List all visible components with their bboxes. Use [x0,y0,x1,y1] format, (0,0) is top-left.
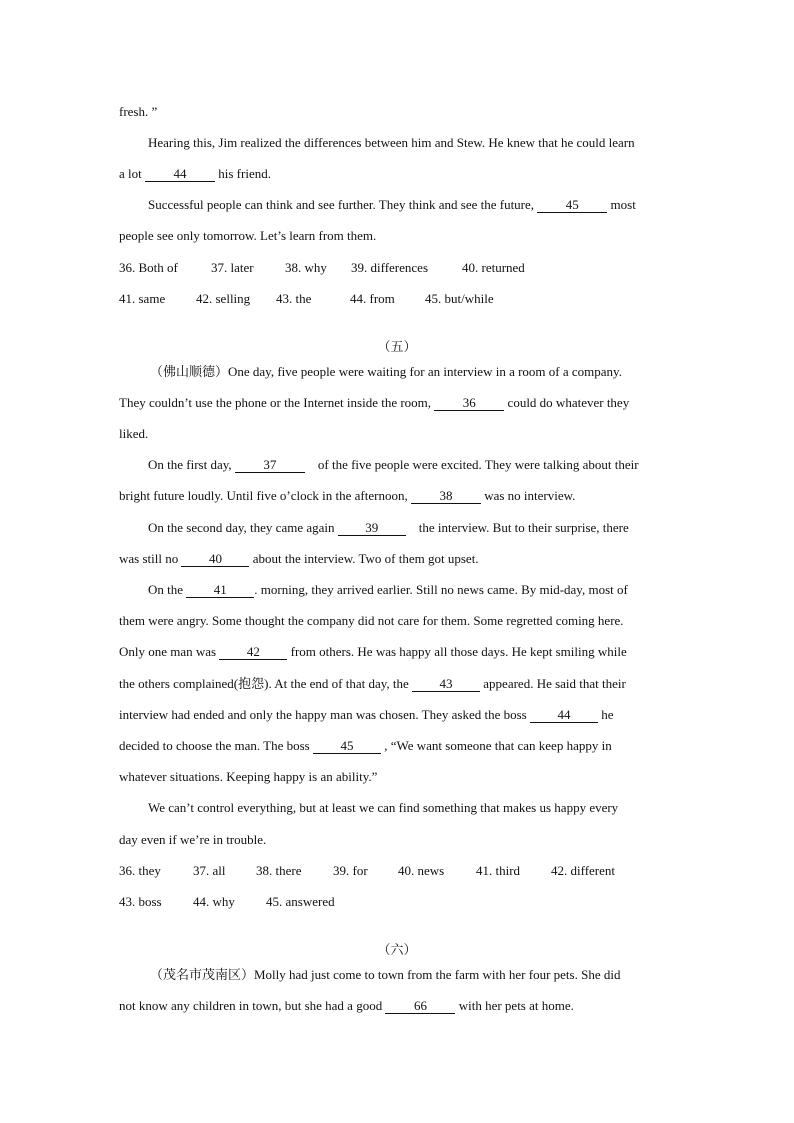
answer-item: 39. for [333,863,368,878]
answer-item: 45. answered [266,894,335,909]
blank-41: 41 [186,583,254,598]
answer-item: 36. Both of [119,260,178,275]
paragraph-line: interview had ended and only the happy man was chosen. They asked the boss 44 he [119,707,614,722]
blank-36: 36 [434,396,504,411]
answer-item: 43. boss [119,894,162,909]
paragraph-line: liked. [119,426,149,441]
answer-item: 42. selling [196,291,251,306]
blank-37: 37 [235,458,305,473]
paragraph-line: We can’t control everything, but at least we can find something that makes us happy every [148,800,619,815]
answer-item: 44. why [193,894,235,909]
answer-item: 45. but/while [425,291,494,306]
paragraph-line: On the second day, they came again 39 the interview. But to their surprise, there [148,520,629,535]
paragraph-line: decided to choose the man. The boss 45 , “We want someone that can keep happy in [119,738,612,753]
answer-item: 38. why [285,260,327,275]
paragraph-line: was still no 40 about the interview. Two of them got upset. [119,551,479,566]
answer-item: 41. third [476,863,521,878]
answer-item: 40. returned [462,260,525,275]
blank-40: 40 [181,552,249,567]
paragraph-line: not know any children in town, but she had a good 66 with her pets at home. [119,998,574,1013]
paragraph-line: the others complained(抱怨). At the end of that day, the 43 appeared. He said that their [119,676,626,691]
paragraph-line: On the 41 . morning, they arrived earlier. Still no news came. By mid-day, most of [148,582,628,597]
answer-item: 37. later [211,260,254,275]
blank-66: 66 [385,999,455,1014]
answer-item: 37. all [193,863,226,878]
paragraph-line: （茂名市茂南区）Molly had just come to town from the farm with her four pets. She did [150,967,621,982]
blank-45: 45 [537,198,607,213]
paragraph-line: Successful people can think and see further. They think and see the future, 45 most [148,197,636,212]
answer-item: 39. differences [351,260,429,275]
blank-38: 38 [411,489,481,504]
paragraph-line: a lot 44 his friend. [119,166,271,181]
answer-item: 41. same [119,291,166,306]
paragraph-line: people see only tomorrow. Let’s learn from them. [119,228,377,243]
paragraph-line: On the first day, 37 of the five people were excited. They were talking about their [148,457,639,472]
answer-item: 36. they [119,863,161,878]
blank-43: 43 [412,677,480,692]
blank-44: 44 [145,167,215,182]
answer-item: 38. there [256,863,302,878]
blank-45: 45 [313,739,381,754]
answer-item: 42. different [551,863,616,878]
paragraph-line: day even if we’re in trouble. [119,832,267,847]
answer-item: 40. news [398,863,445,878]
paragraph-line: They couldn’t use the phone or the Internet inside the room, 36 could do whatever they [119,395,630,410]
section-heading: （六） [377,942,417,957]
blank-42: 42 [219,645,287,660]
paragraph-line: fresh. ” [119,104,158,119]
paragraph-line: bright future loudly. Until five o’clock in the afternoon, 38 was no interview. [119,488,576,503]
blank-44: 44 [530,708,598,723]
answer-item: 44. from [350,291,395,306]
paragraph-line: Only one man was 42 from others. He was happy all those days. He kept smiling while [119,644,627,659]
answer-item: 43. the [276,291,312,306]
paragraph-line: Hearing this, Jim realized the differences between him and Stew. He knew that he could learn [148,135,635,150]
blank-39: 39 [338,521,406,536]
section-heading: （五） [377,339,417,354]
paragraph-line: them were angry. Some thought the company did not care for them. Some regretted coming here. [119,613,624,628]
paragraph-line: （佛山顺德）One day, five people were waiting for an interview in a room of a company. [150,364,622,379]
paragraph-line: whatever situations. Keeping happy is an ability.” [119,769,378,784]
